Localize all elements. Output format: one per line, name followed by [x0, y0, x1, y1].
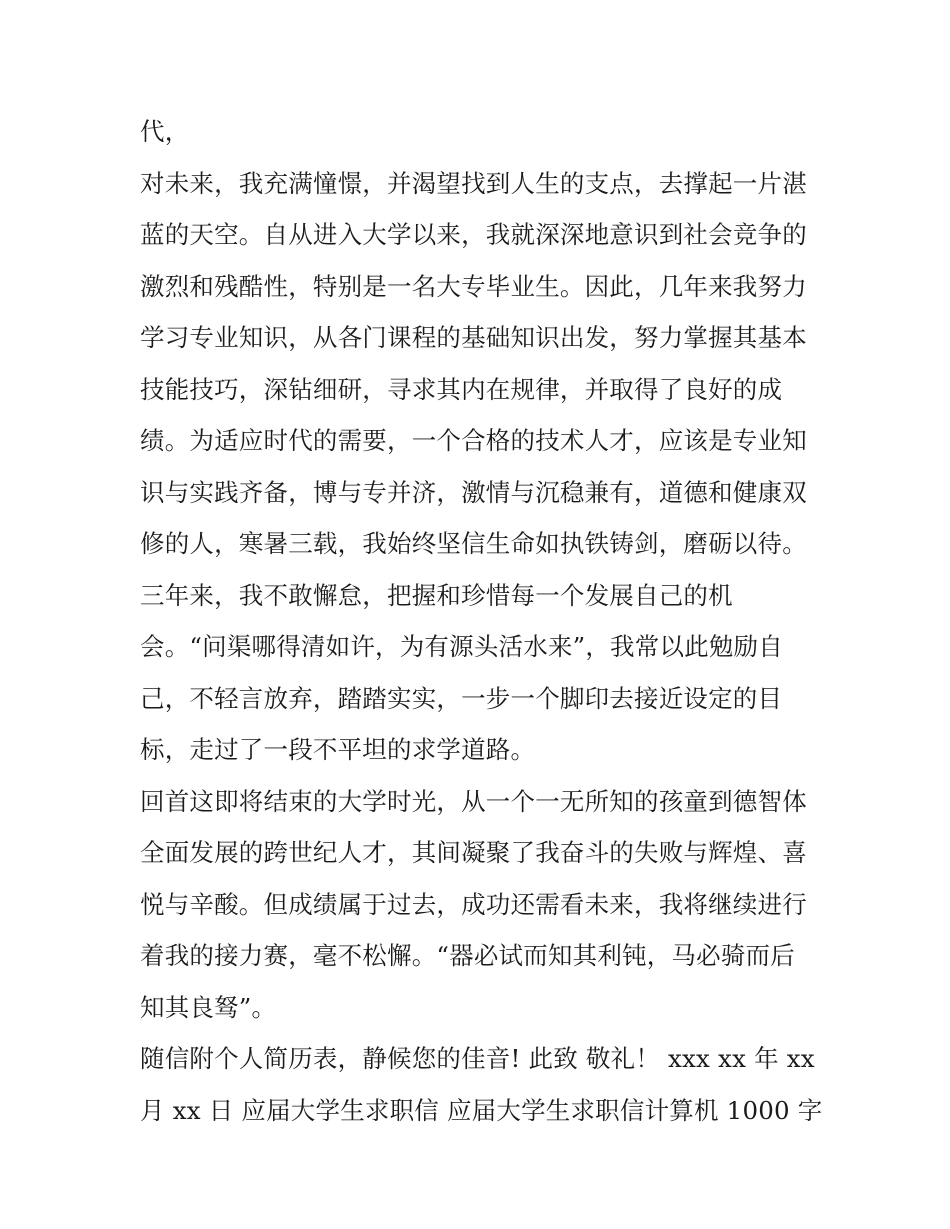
text-line: 三年来，我不敢懈怠，把握和珍惜每一个发展自己的机	[140, 580, 733, 610]
text-line: 标，走过了一段不平坦的求学道路。	[140, 735, 536, 764]
text-line: 随信附个人简历表，静候您的佳音! 此致 敬礼！ xxx xx 年 xx	[140, 1044, 815, 1073]
text-line: 己，不轻言放弃，踏踏实实，一步一个脚印去接近设定的目	[140, 683, 783, 713]
text-line: 学习专业知识，从各门课程的基础知识出发，努力掌握其基本	[140, 323, 807, 352]
text-line: 蓝的天空。自从进入大学以来，我就深深地意识到社会竞争的	[140, 220, 807, 249]
text-line: 激烈和残酷性，特别是一名大专毕业生。因此，几年来我努力	[140, 271, 807, 301]
text-line: 会。“问渠哪得清如许，为有源头活水来”，我常以此勉励自	[140, 632, 783, 661]
text-line: 着我的接力赛，毫不松懈。“器必试而知其利钝，马必骑而后	[140, 941, 795, 970]
text-line: 绩。为适应时代的需要，一个合格的技术人才，应该是专业知	[140, 426, 807, 455]
text-line: 代，	[140, 117, 190, 146]
text-line: 悦与辛酸。但成绩属于过去，成功还需看未来，我将继续进行	[140, 889, 807, 919]
letter-body	[140, 106, 823, 1136]
text-line: 回首这即将结束的大学时光，从一个一无所知的孩童到德智体	[140, 786, 807, 816]
text-line: 技能技巧，深钻细研，寻求其内在规律，并取得了良好的成	[140, 374, 783, 404]
text-line: 对未来，我充满憧憬，并渴望找到人生的支点，去撑起一片湛	[140, 168, 807, 198]
text-line: 识与实践齐备，博与专并济，激情与沉稳兼有，道德和健康双	[140, 477, 807, 507]
text-line: 全面发展的跨世纪人才，其间凝聚了我奋斗的失败与辉煌、喜	[140, 838, 807, 867]
text-line: 知其良驽”。	[140, 992, 277, 1022]
text-line: 月 xx 日 应届大学生求职信 应届大学生求职信计算机 1000 字	[140, 1095, 823, 1125]
text-line: 修的人，寒暑三载，我始终坚信生命如执铁铸剑，磨砺以待。	[140, 529, 807, 558]
